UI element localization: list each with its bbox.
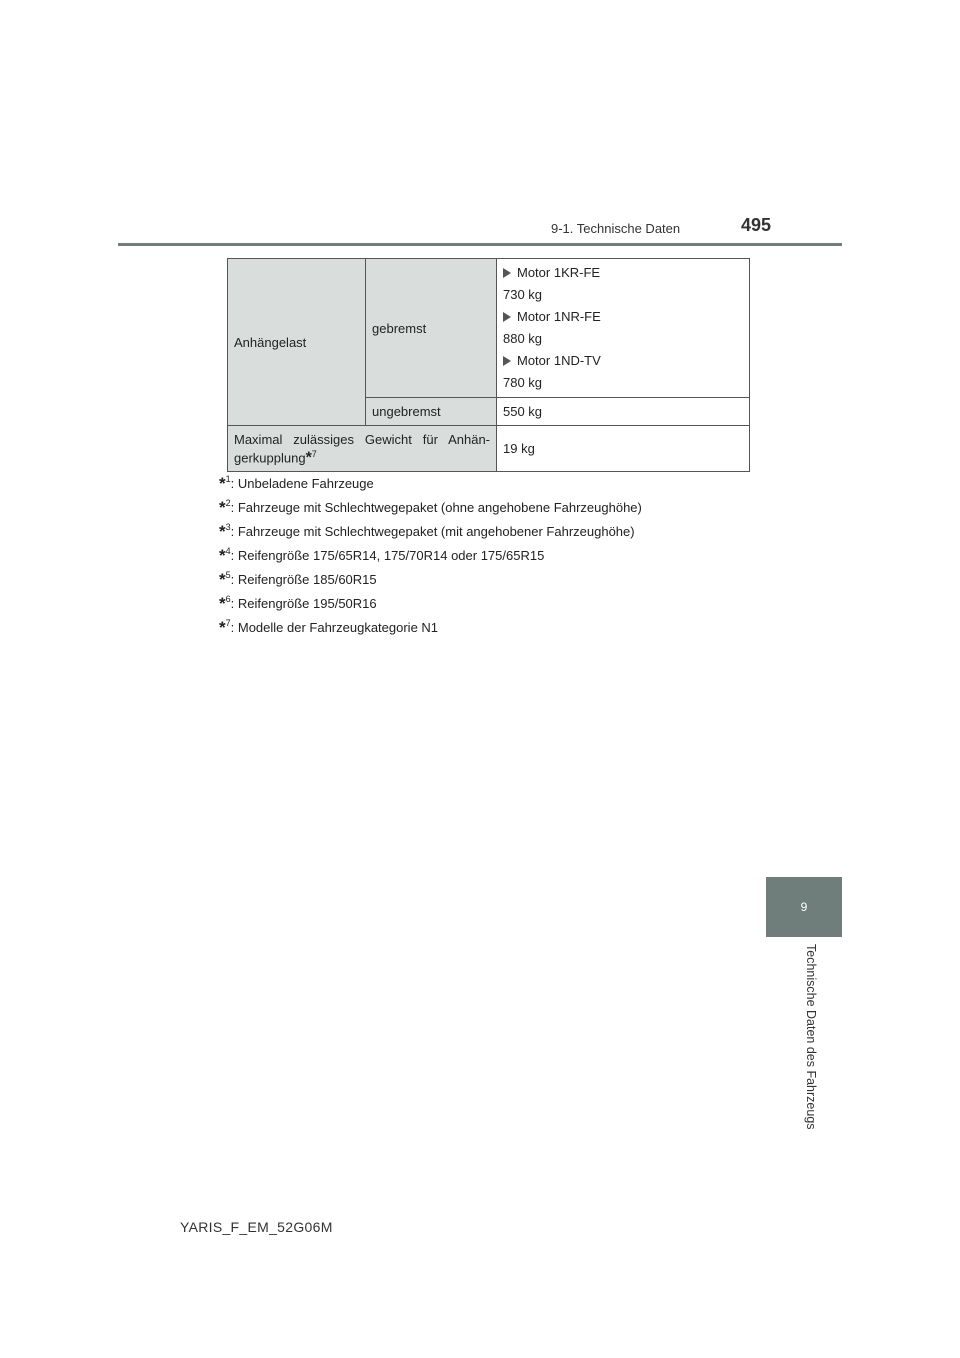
braked-label: gebremst: [366, 259, 497, 398]
header-divider: [118, 243, 842, 246]
weight-value: 730 kg: [503, 287, 543, 302]
triangle-bullet-icon: [503, 312, 511, 322]
coupling-value: 19 kg: [497, 426, 750, 472]
footnote-ref: 7: [311, 449, 317, 459]
footnote: [219, 467, 642, 491]
weight-value: 780 kg: [503, 375, 543, 390]
coupling-label: [234, 432, 490, 465]
footnote-star: *: [219, 594, 226, 613]
motor-label: Motor 1KR-FE: [517, 265, 601, 280]
unbraked-value: 550 kg: [497, 398, 750, 426]
weight-value: 880 kg: [503, 331, 543, 346]
section-title: 9-1. Technische Daten: [551, 221, 681, 236]
footnote-mark: 5: [225, 570, 231, 580]
footnote-text: : Fahrzeuge mit Schlechtwegepaket (mit angehobener Fahrzeughöhe): [230, 524, 635, 539]
chapter-tab[interactable]: [766, 877, 842, 937]
footnote-star: *: [219, 618, 226, 637]
triangle-bullet-icon: [503, 268, 511, 278]
footnote-text: : Reifengröße 175/65R14, 175/70R14 oder 175/65R15: [230, 548, 545, 563]
chapter-number: 9: [800, 900, 808, 914]
footnote-star: *: [219, 570, 226, 589]
footnote-mark: 4: [225, 546, 231, 556]
footnote-text: : Unbeladene Fahrzeuge: [230, 476, 374, 491]
footnote-text: : Fahrzeuge mit Schlechtwegepaket (ohne angehobene Fahrzeughöhe): [230, 500, 642, 515]
footnote-list: [219, 467, 642, 635]
footnote: [219, 587, 642, 611]
page-number: 495: [741, 215, 772, 235]
footnote-text: : Modelle der Fahrzeugkategorie N1: [230, 620, 439, 635]
trailer-load-table: [227, 258, 750, 472]
list-item: [503, 353, 743, 369]
footnote: [219, 515, 642, 539]
footnote-mark: 3: [225, 522, 231, 532]
footnote-text: : Reifengröße 195/50R16: [230, 596, 377, 611]
footnote-star: *: [305, 449, 312, 467]
manual-code: YARIS_F_EM_52G06M: [180, 1219, 333, 1235]
footnote: [219, 563, 642, 587]
footnote-star: *: [219, 546, 226, 565]
unbraked-label: ungebremst: [366, 398, 497, 426]
motor-label: Motor 1NR-FE: [517, 309, 601, 324]
trailer-load-label: Anhängelast: [228, 259, 366, 426]
footnote-star: *: [219, 522, 226, 541]
table-row: [228, 259, 750, 398]
footnote: [219, 491, 642, 515]
coupling-label-text: Maximal zulässiges Gewicht für Anhän-gerkupplung: [234, 432, 490, 466]
coupling-label-cell: [228, 426, 497, 472]
motor-label: Motor 1ND-TV: [517, 353, 601, 368]
chapter-title: Technische Daten des Fahrzeugs: [804, 944, 818, 1130]
footnote: [219, 539, 642, 563]
footnote-star: *: [219, 474, 226, 493]
footnote-mark: 6: [225, 594, 231, 604]
list-item: [503, 265, 743, 281]
footnote-mark: 7: [225, 618, 231, 628]
footnote-mark: 2: [225, 498, 231, 508]
footnote-star: *: [219, 498, 226, 517]
footnote: [219, 611, 642, 635]
list-item: [503, 309, 743, 325]
table-row: [228, 426, 750, 472]
footnote-mark: 1: [225, 474, 231, 484]
triangle-bullet-icon: [503, 356, 511, 366]
braked-values-cell: [497, 259, 750, 398]
footnote-text: : Reifengröße 185/60R15: [230, 572, 377, 587]
